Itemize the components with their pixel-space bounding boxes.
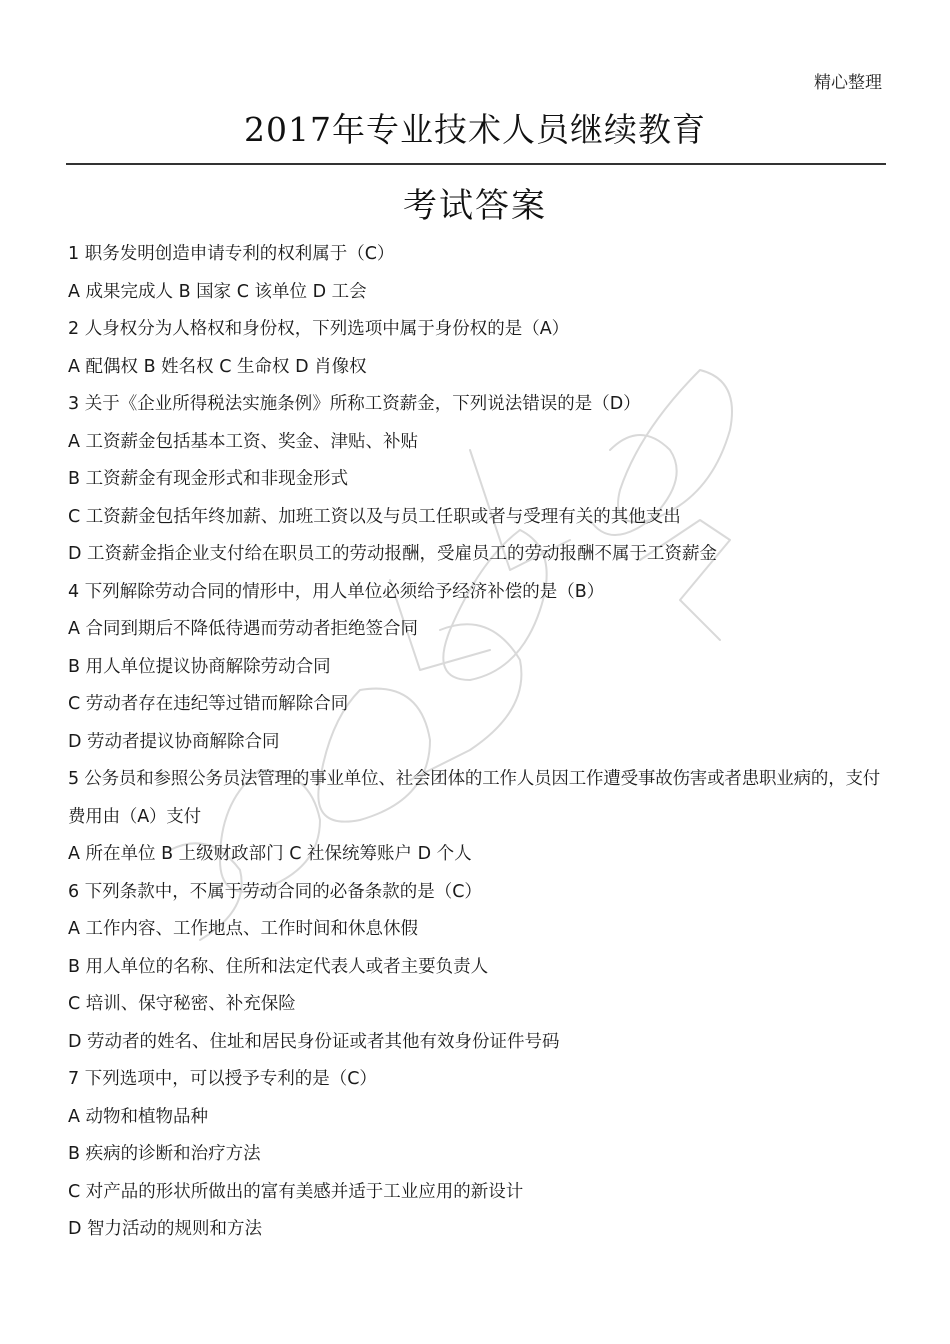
- option-line: B 用人单位的名称、住所和法定代表人或者主要负责人: [68, 956, 489, 977]
- option-line: D 智力活动的规则和方法: [68, 1219, 263, 1239]
- option-line: C 培训、保守秘密、补充保险: [68, 994, 296, 1014]
- option-line: B 工资薪金有现金形式和非现金形式: [68, 469, 349, 489]
- question-line: 5 公务员和参照公务员法管理的事业单位、社会团体的工作人员因工作遭受事故伤害或者患职业病的，支付费用由（A）支付: [68, 769, 881, 827]
- option-line: C 工资薪金包括年终加薪、加班工资以及与员工任职或者与受理有关的其他支出: [68, 506, 681, 527]
- option-line: D 劳动者的姓名、住址和居民身份证或者其他有效身份证件号码: [68, 1031, 560, 1052]
- option-line: D 工资薪金指企业支付给在职员工的劳动报酬，受雇员工的劳动报酬不属于工资薪金: [68, 544, 718, 564]
- option-line: A 工作内容、工作地点、工作时间和休息休假: [68, 919, 419, 939]
- question-line: 3 关于《企业所得税法实施条例》所称工资薪金，下列说法错误的是（D）: [68, 394, 641, 414]
- question-line: 6 下列条款中，不属于劳动合同的必备条款的是（C）: [68, 881, 482, 902]
- option-line: B 疾病的诊断和治疗方法: [68, 1144, 261, 1164]
- question-list: [68, 236, 888, 1249]
- question-line: 7 下列选项中，可以授予专利的是（C）: [68, 1069, 377, 1089]
- option-line: B 用人单位提议协商解除劳动合同: [68, 656, 331, 677]
- option-line: A 合同到期后不降低待遇而劳动者拒绝签合同: [68, 619, 419, 639]
- question-line: 4 下列解除劳动合同的情形中，用人单位必须给予经济补偿的是（B）: [68, 581, 605, 602]
- option-line: C 劳动者存在违纪等过错而解除合同: [68, 694, 349, 714]
- question-line: 1 职务发明创造申请专利的权利属于（C）: [68, 244, 395, 264]
- options-line: A 成果完成人 B 国家 C 该单位 D 工会: [68, 281, 367, 302]
- option-line: C 对产品的形状所做出的富有美感并适于工业应用的新设计: [68, 1181, 524, 1202]
- option-line: A 动物和植物品种: [68, 1106, 209, 1127]
- option-line: A 工资薪金包括基本工资、奖金、津贴、补贴: [68, 431, 419, 452]
- option-line: D 劳动者提议协商解除合同: [68, 731, 280, 752]
- options-line: A 所在单位 B 上级财政部门 C 社保统筹账户 D 个人: [68, 844, 472, 864]
- title-divider: [66, 163, 886, 165]
- document-subtitle: 考试答案: [403, 186, 547, 226]
- corner-note: 精心整理: [814, 73, 882, 93]
- document-title: 2017年专业技术人员继续教育: [244, 110, 706, 149]
- question-line: 2 人身权分为人格权和身份权，下列选项中属于身份权的是（A）: [68, 319, 570, 339]
- options-line: A 配偶权 B 姓名权 C 生命权 D 肖像权: [68, 356, 367, 377]
